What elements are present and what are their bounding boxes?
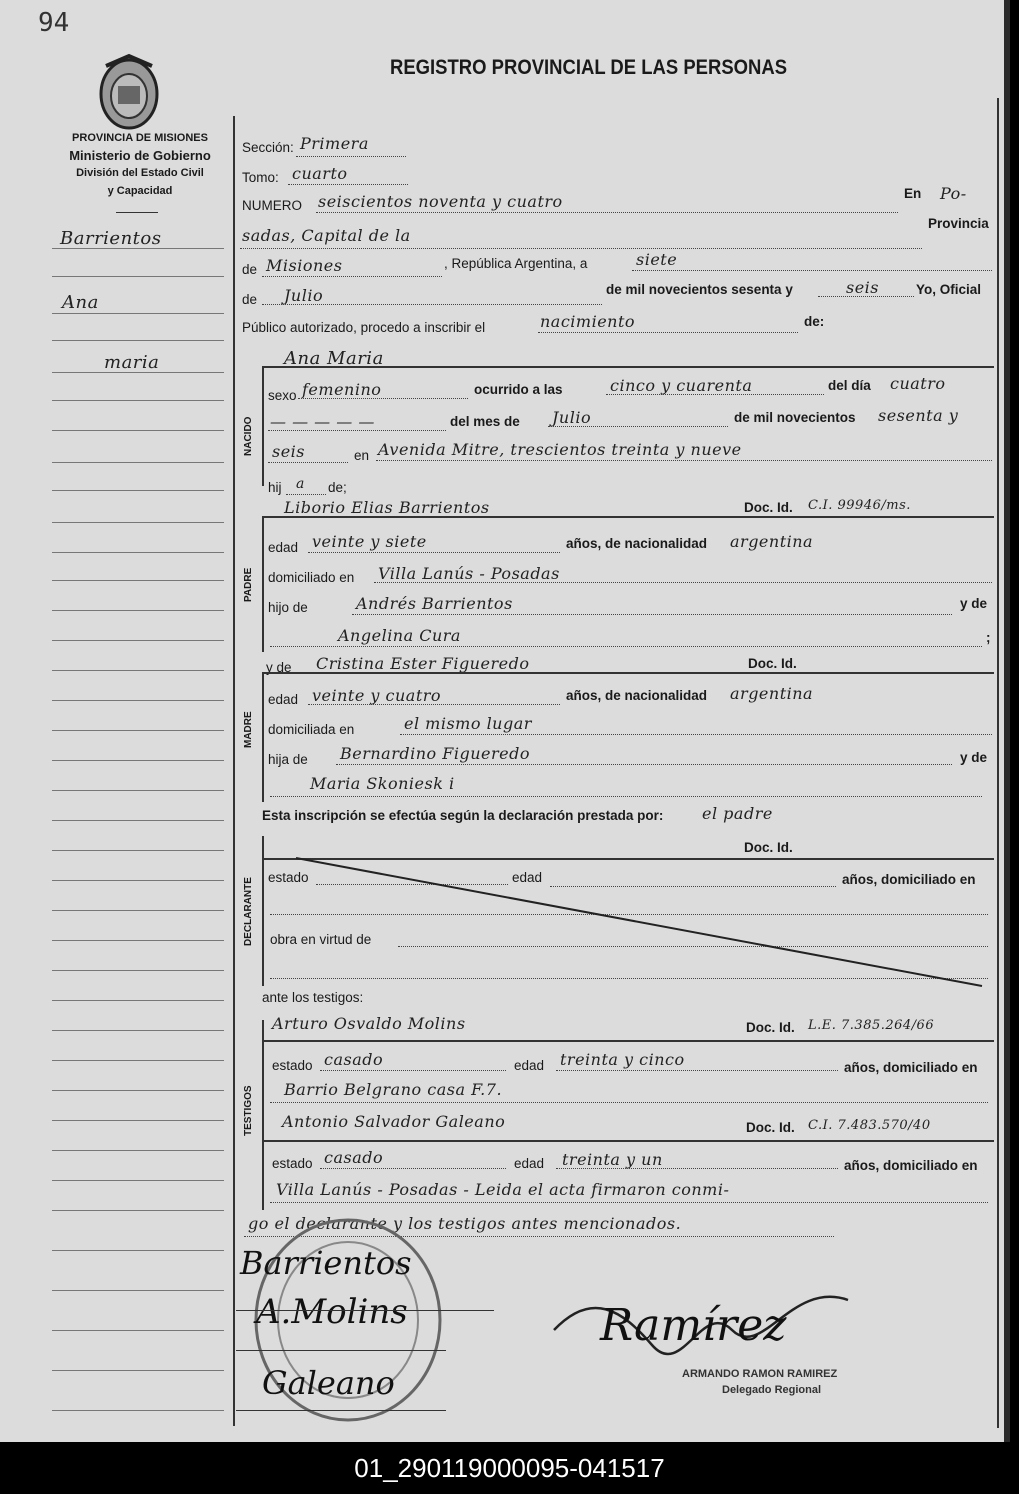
dia-value: cuatro (890, 374, 946, 393)
padre-y-de-label: y de (960, 596, 988, 611)
republica-label: , República Argentina, a (444, 256, 588, 271)
de-mil-label: de mil novecientos (734, 410, 856, 425)
declarante-cancel-line (296, 856, 986, 990)
section-padre-label: PADRE (243, 567, 254, 602)
lugar-value: Avenida Mitre, trescientos treinta y nueve (378, 440, 742, 459)
section-declarante-label: DECLARANTE (243, 877, 254, 946)
page-number: 94 (38, 8, 70, 38)
t1-doc-label: Doc. Id. (746, 1020, 795, 1035)
padre-doc-label: Doc. Id. (744, 500, 793, 515)
t2-doc-label: Doc. Id. (746, 1120, 795, 1135)
dia-a-value: siete (636, 250, 678, 269)
padre-semicolon: ; (986, 630, 991, 645)
madre-hija-value: Bernardino Figueredo (340, 744, 530, 763)
tomo-label: Tomo: (242, 170, 279, 185)
madre-y-de-value: Maria Skoniesk i (310, 774, 455, 793)
padre-nombre-value: Liborio Elias Barrientos (284, 498, 490, 517)
t1-dom-value: Barrio Belgrano casa F.7. (284, 1080, 503, 1099)
declarante-estado-label: estado (268, 870, 309, 885)
sexo-value: femenino (302, 380, 382, 399)
t2-estado-value: casado (324, 1148, 384, 1167)
madre-y-de-2-label: y de (960, 750, 988, 765)
padre-doc-value: C.I. 99946/ms. (808, 498, 911, 513)
t1-edad-value: treinta y cinco (560, 1050, 685, 1069)
de-label: de (242, 262, 258, 277)
margin-name-2: maria (104, 352, 160, 373)
madre-edad-value: veinte y cuatro (312, 686, 442, 705)
madre-nac-label: años, de nacionalidad (566, 688, 708, 703)
provincia-label: Provincia (928, 216, 989, 231)
padre-edad-value: veinte y siete (312, 532, 427, 551)
numero-label: NUMERO (242, 198, 302, 213)
declarante-value: el padre (702, 804, 773, 823)
padre-dom-value: Villa Lanús - Posadas (378, 564, 560, 583)
inscripcion-label: Esta inscripción se efectúa según la declaración prestada por: (262, 808, 664, 823)
padre-hijo-value: Andrés Barrientos (356, 594, 513, 613)
ante-testigos-label: ante los testigos: (262, 990, 364, 1005)
t2-nombre-value: Antonio Salvador Galeano (282, 1112, 506, 1131)
dash-value: — — — — — (270, 412, 375, 431)
madre-dom-value: el mismo lugar (404, 714, 532, 733)
t2-estado-label: estado (272, 1156, 313, 1171)
madre-dom-label: domiciliada en (268, 722, 355, 737)
en-value: Po- (940, 184, 967, 203)
anio-nac-2-value: seis (272, 442, 306, 461)
hij-label: hij (268, 480, 282, 495)
de-misiones-value: Misiones (266, 256, 343, 275)
signature-testigo-1: A.Molins (256, 1292, 408, 1332)
t2-edad-label: edad (514, 1156, 545, 1171)
section-madre-label: MADRE (243, 711, 254, 748)
mes-value: Julio (284, 286, 324, 305)
anio-y-value: seis (846, 278, 880, 297)
t1-nombre-value: Arturo Osvaldo Molins (272, 1014, 466, 1033)
t2-dom-2-value: go el declarante y los testigos antes mencionados. (248, 1214, 682, 1233)
division-label-1: División del Estado Civil (76, 167, 204, 179)
mes-nac-value: Julio (552, 408, 592, 427)
margin-name-1: Ana (62, 292, 99, 313)
t1-doc-value: L.E. 7.385.264/66 (808, 1018, 935, 1033)
document-title: REGISTRO PROVINCIAL DE LAS PERSONAS (390, 56, 788, 79)
t1-estado-label: estado (272, 1058, 313, 1073)
inscribir-value: nacimiento (540, 312, 636, 331)
madre-hija-label: hija de (268, 752, 308, 767)
tomo-value: cuarto (292, 164, 348, 183)
madre-nombre-value: Cristina Ester Figueredo (316, 654, 530, 673)
de-label-2: de (242, 292, 258, 307)
t1-estado-value: casado (324, 1050, 384, 1069)
seccion-label: Sección: (242, 140, 294, 155)
nombre-value: Ana Maria (284, 348, 384, 369)
padre-hijo-label: hijo de (268, 600, 308, 615)
signature-official: Ramírez (600, 1300, 787, 1351)
padre-dom-label: domiciliado en (268, 570, 355, 585)
en-lower-label: en (354, 448, 370, 463)
yo-oficial-label: Yo, Oficial (916, 282, 982, 297)
margin-surname: Barrientos (60, 228, 162, 249)
padre-nac-label: años, de nacionalidad (566, 536, 708, 551)
anio-nac-1-value: sesenta y (878, 406, 959, 425)
t2-dom-1-value: Villa Lanús - Posadas - Leida el acta firmaron conmi- (276, 1180, 730, 1199)
division-label-2: y Capacidad (107, 185, 173, 197)
de-semi-label: de; (328, 480, 347, 495)
t2-edad-value: treinta y un (562, 1150, 663, 1169)
province-seal-icon (96, 52, 162, 132)
padre-nac-value: argentina (730, 532, 814, 551)
document-id-footer: 01_290119000095-041517 (0, 1442, 1019, 1494)
sadas-value: sadas, Capital de la (242, 226, 411, 245)
t1-edad-label: edad (514, 1058, 545, 1073)
sexo-label: sexo (268, 388, 297, 403)
signature-declarante: Barrientos (240, 1244, 412, 1282)
madre-edad-label: edad (268, 692, 299, 707)
t2-domiciliado-label: años, domiciliado en (844, 1158, 978, 1173)
declarante-doc-label: Doc. Id. (744, 840, 793, 855)
ocurrido-label: ocurrido a las (474, 382, 563, 397)
seccion-value: Primera (300, 134, 369, 153)
padre-edad-label: edad (268, 540, 299, 555)
signature-testigo-2: Galeano (262, 1364, 395, 1402)
section-testigos-label: TESTIGOS (243, 1085, 254, 1136)
hora-value: cinco y cuarenta (610, 376, 753, 395)
declarante-domiciliado-label: años, domiciliado en (842, 872, 976, 887)
padre-y-de-value: Angelina Cura (338, 626, 461, 645)
madre-nac-value: argentina (730, 684, 814, 703)
madre-y-de-label: y de (266, 660, 292, 675)
hij-suffix-value: a (296, 476, 305, 492)
ministry-label: Ministerio de Gobierno (69, 148, 211, 163)
numero-value: seiscientos noventa y cuatro (318, 192, 563, 211)
publico-label: Público autorizado, procedo a inscribir el (242, 320, 486, 335)
section-nacido-label: NACIDO (243, 416, 254, 456)
t2-doc-value: C.I. 7.483.570/40 (808, 1118, 931, 1133)
official-stamp-title: Delegado Regional (722, 1384, 822, 1396)
en-label: En (904, 186, 922, 201)
official-stamp-name: ARMANDO RAMON RAMIREZ (682, 1368, 838, 1380)
de-colon-label: de: (804, 314, 825, 329)
del-dia-label: del día (828, 378, 871, 393)
del-mes-label: del mes de (450, 414, 520, 429)
t1-domiciliado-label: años, domiciliado en (844, 1060, 978, 1075)
mil-sesenta-label: de mil novecientos sesenta y (606, 282, 793, 297)
declarante-edad-label: edad (512, 870, 543, 885)
province-label: PROVINCIA DE MISIONES (72, 132, 208, 144)
declarante-obra-label: obra en virtud de (270, 932, 372, 947)
madre-doc-label: Doc. Id. (748, 656, 797, 671)
